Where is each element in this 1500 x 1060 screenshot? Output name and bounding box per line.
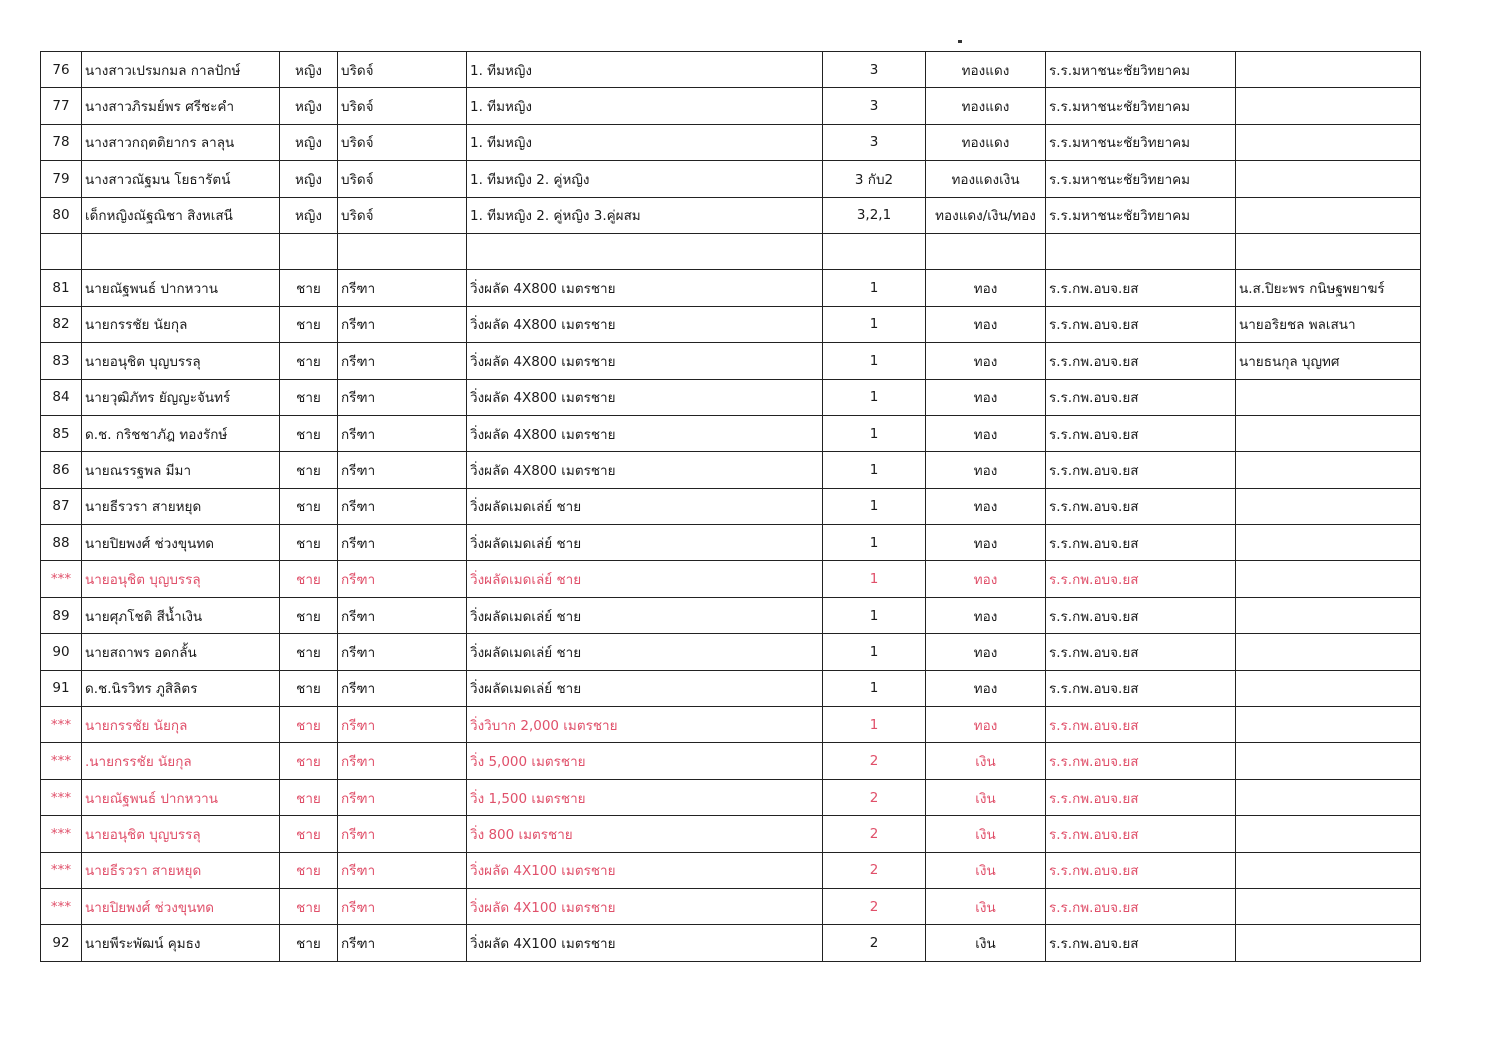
row-number: *** (41, 816, 82, 852)
school: ร.ร.กพ.อบจ.ยส (1046, 779, 1236, 815)
school: ร.ร.กพ.อบจ.ยส (1046, 925, 1236, 961)
student-name: นายณัฐพนธ์ ปากหวาน (82, 270, 280, 306)
rank: 2 (823, 852, 926, 888)
school: ร.ร.กพ.อบจ.ยส (1046, 452, 1236, 488)
school: ร.ร.มหาชนะชัยวิทยาคม (1046, 197, 1236, 233)
teammate (1236, 415, 1421, 451)
student-name: .นายกรรชัย นัยกุล (82, 743, 280, 779)
student-name: ด.ช.นิรวิทร ภูสิลิตร (82, 670, 280, 706)
row-number: 78 (41, 124, 82, 160)
teammate: นายธนกุล บุญทศ (1236, 343, 1421, 379)
row-number: 77 (41, 88, 82, 124)
event: วิ่งวิบาก 2,000 เมตรชาย (467, 707, 823, 743)
medal: ทองแดงเงิน (926, 161, 1046, 197)
event: วิ่งผลัดเมดเล่ย์ ชาย (467, 634, 823, 670)
teammate (1236, 888, 1421, 924)
row-number (41, 233, 82, 269)
teammate (1236, 925, 1421, 961)
teammate (1236, 379, 1421, 415)
sport: กรีฑา (338, 852, 467, 888)
medal: เงิน (926, 743, 1046, 779)
sport: กรีฑา (338, 634, 467, 670)
row-number: 92 (41, 925, 82, 961)
rank: 1 (823, 634, 926, 670)
medal: ทองแดง (926, 88, 1046, 124)
row-number: 90 (41, 634, 82, 670)
sport: กรีฑา (338, 743, 467, 779)
event: 1. ทีมหญิง (467, 124, 823, 160)
gender: ชาย (280, 415, 338, 451)
gender: ชาย (280, 561, 338, 597)
gender: ชาย (280, 852, 338, 888)
event: วิ่งผลัด 4X800 เมตรชาย (467, 270, 823, 306)
student-name: นายธีรวรา สายหยุด (82, 488, 280, 524)
student-name: นายณรรฐพล มีมา (82, 452, 280, 488)
teammate (1236, 161, 1421, 197)
teammate (1236, 452, 1421, 488)
blank-row (41, 233, 1421, 269)
teammate (1236, 124, 1421, 160)
school (1046, 233, 1236, 269)
sport: กรีฑา (338, 488, 467, 524)
sport: กรีฑา (338, 270, 467, 306)
gender: ชาย (280, 779, 338, 815)
table-row (41, 561, 1421, 597)
event: วิ่ง 5,000 เมตรชาย (467, 743, 823, 779)
school: ร.ร.กพ.อบจ.ยส (1046, 743, 1236, 779)
sport: บริดจ์ (338, 124, 467, 160)
gender: หญิง (280, 161, 338, 197)
table-row (41, 306, 1421, 342)
school: ร.ร.กพ.อบจ.ยส (1046, 488, 1236, 524)
event: วิ่ง 800 เมตรชาย (467, 816, 823, 852)
rank: 1 (823, 707, 926, 743)
event: 1. ทีมหญิง 2. คู่หญิง 3.คู่ผสม (467, 197, 823, 233)
rank: 1 (823, 270, 926, 306)
rank: 1 (823, 525, 926, 561)
teammate (1236, 743, 1421, 779)
gender: ชาย (280, 707, 338, 743)
teammate (1236, 816, 1421, 852)
table-row (41, 816, 1421, 852)
medal: ทอง (926, 343, 1046, 379)
teammate (1236, 707, 1421, 743)
sport: กรีฑา (338, 343, 467, 379)
medal: ทอง (926, 306, 1046, 342)
student-name: นายกรรชัย นัยกุล (82, 306, 280, 342)
results-sheet (40, 51, 1421, 962)
student-name: นายสถาพร อดกลั้น (82, 634, 280, 670)
teammate (1236, 88, 1421, 124)
table-row (41, 888, 1421, 924)
sport: กรีฑา (338, 670, 467, 706)
rank: 1 (823, 415, 926, 451)
medal (926, 233, 1046, 269)
gender: ชาย (280, 488, 338, 524)
medal: ทองแดง/เงิน/ทอง (926, 197, 1046, 233)
table-row (41, 634, 1421, 670)
gender: ชาย (280, 816, 338, 852)
rank: 1 (823, 343, 926, 379)
rank: 1 (823, 306, 926, 342)
row-number: 89 (41, 597, 82, 633)
rank: 3,2,1 (823, 197, 926, 233)
row-number: *** (41, 852, 82, 888)
table-row (41, 161, 1421, 197)
event: วิ่งผลัด 4X800 เมตรชาย (467, 379, 823, 415)
sport: กรีฑา (338, 379, 467, 415)
student-name: นางสาวภิรมย์พร ศรีชะคำ (82, 88, 280, 124)
school: ร.ร.กพ.อบจ.ยส (1046, 670, 1236, 706)
school: ร.ร.กพ.อบจ.ยส (1046, 379, 1236, 415)
sport: กรีฑา (338, 525, 467, 561)
student-name: นางสาวณัฐมน โยธารัตน์ (82, 161, 280, 197)
sport: กรีฑา (338, 816, 467, 852)
medal: เงิน (926, 888, 1046, 924)
table-row (41, 379, 1421, 415)
row-number: 88 (41, 525, 82, 561)
student-name (82, 233, 280, 269)
event: วิ่งผลัด 4X800 เมตรชาย (467, 415, 823, 451)
school: ร.ร.กพ.อบจ.ยส (1046, 270, 1236, 306)
teammate (1236, 779, 1421, 815)
medal: ทองแดง (926, 124, 1046, 160)
rank: 1 (823, 488, 926, 524)
row-number: *** (41, 779, 82, 815)
sport: กรีฑา (338, 597, 467, 633)
event: วิ่งผลัดเมดเล่ย์ ชาย (467, 670, 823, 706)
rank: 2 (823, 888, 926, 924)
gender (280, 233, 338, 269)
rank: 1 (823, 379, 926, 415)
school: ร.ร.กพ.อบจ.ยส (1046, 306, 1236, 342)
gender: ชาย (280, 670, 338, 706)
gender: ชาย (280, 743, 338, 779)
row-number: 87 (41, 488, 82, 524)
school: ร.ร.กพ.อบจ.ยส (1046, 816, 1236, 852)
medal: ทอง (926, 379, 1046, 415)
gender: ชาย (280, 379, 338, 415)
row-number: *** (41, 888, 82, 924)
sport: กรีฑา (338, 888, 467, 924)
table-row (41, 124, 1421, 160)
gender: ชาย (280, 634, 338, 670)
gender: ชาย (280, 925, 338, 961)
medal: เงิน (926, 816, 1046, 852)
table-row (41, 343, 1421, 379)
rank: 2 (823, 816, 926, 852)
medal: ทอง (926, 597, 1046, 633)
event: วิ่งผลัด 4X100 เมตรชาย (467, 888, 823, 924)
student-name: นายกรรชัย นัยกุล (82, 707, 280, 743)
table-row (41, 670, 1421, 706)
medal: ทอง (926, 634, 1046, 670)
gender: หญิง (280, 124, 338, 160)
table-row (41, 779, 1421, 815)
table-row (41, 852, 1421, 888)
results-table (40, 51, 1421, 962)
teammate: นายอริยชล พลเสนา (1236, 306, 1421, 342)
row-number: 76 (41, 52, 82, 88)
event: วิ่งผลัด 4X800 เมตรชาย (467, 306, 823, 342)
rank (823, 233, 926, 269)
event: 1. ทีมหญิง (467, 88, 823, 124)
student-name: นายอนุชิต บุญบรรลุ (82, 816, 280, 852)
row-number: 86 (41, 452, 82, 488)
teammate (1236, 525, 1421, 561)
teammate (1236, 634, 1421, 670)
teammate (1236, 852, 1421, 888)
student-name: นายธีรวรา สายหยุด (82, 852, 280, 888)
teammate (1236, 197, 1421, 233)
row-number: 83 (41, 343, 82, 379)
scan-mark (958, 40, 962, 43)
rank: 1 (823, 670, 926, 706)
school: ร.ร.กพ.อบจ.ยส (1046, 888, 1236, 924)
student-name: นายปิยพงศ์ ช่วงขุนทด (82, 888, 280, 924)
row-number: 85 (41, 415, 82, 451)
rank: 1 (823, 597, 926, 633)
rank: 1 (823, 561, 926, 597)
medal: ทอง (926, 561, 1046, 597)
student-name: นายอนุชิต บุญบรรลุ (82, 561, 280, 597)
teammate (1236, 597, 1421, 633)
medal: ทอง (926, 707, 1046, 743)
school: ร.ร.กพ.อบจ.ยส (1046, 525, 1236, 561)
gender: ชาย (280, 597, 338, 633)
gender: ชาย (280, 270, 338, 306)
sport: บริดจ์ (338, 161, 467, 197)
rank: 3 (823, 124, 926, 160)
medal: ทอง (926, 270, 1046, 306)
gender: หญิง (280, 52, 338, 88)
table-row (41, 270, 1421, 306)
medal: ทอง (926, 670, 1046, 706)
event: วิ่งผลัดเมดเล่ย์ ชาย (467, 488, 823, 524)
table-row (41, 415, 1421, 451)
medal: เงิน (926, 852, 1046, 888)
table-row (41, 925, 1421, 961)
event: วิ่งผลัดเมดเล่ย์ ชาย (467, 597, 823, 633)
rank: 2 (823, 743, 926, 779)
school: ร.ร.กพ.อบจ.ยส (1046, 415, 1236, 451)
teammate (1236, 670, 1421, 706)
gender: ชาย (280, 306, 338, 342)
school: ร.ร.กพ.อบจ.ยส (1046, 634, 1236, 670)
student-name: นายศุภโชติ สีน้ำเงิน (82, 597, 280, 633)
event: วิ่งผลัด 4X800 เมตรชาย (467, 452, 823, 488)
student-name: เด็กหญิงณัฐณิชา สิงหเสนี (82, 197, 280, 233)
row-number: 82 (41, 306, 82, 342)
medal: ทอง (926, 525, 1046, 561)
event: วิ่งผลัด 4X100 เมตรชาย (467, 852, 823, 888)
event: 1. ทีมหญิง (467, 52, 823, 88)
row-number: 81 (41, 270, 82, 306)
sport: กรีฑา (338, 925, 467, 961)
teammate (1236, 488, 1421, 524)
medal: ทอง (926, 452, 1046, 488)
student-name: ด.ช. กริชชาภัฎ ทองรักษ์ (82, 415, 280, 451)
school: ร.ร.กพ.อบจ.ยส (1046, 561, 1236, 597)
row-number: 80 (41, 197, 82, 233)
gender: หญิง (280, 197, 338, 233)
student-name: นายณัฐพนธ์ ปากหวาน (82, 779, 280, 815)
sport: กรีฑา (338, 306, 467, 342)
medal: ทอง (926, 488, 1046, 524)
school: ร.ร.กพ.อบจ.ยส (1046, 343, 1236, 379)
student-name: นางสาวเปรมกมล กาลปักษ์ (82, 52, 280, 88)
sport: บริดจ์ (338, 52, 467, 88)
rank: 2 (823, 925, 926, 961)
gender: ชาย (280, 452, 338, 488)
school: ร.ร.มหาชนะชัยวิทยาคม (1046, 161, 1236, 197)
sport: กรีฑา (338, 415, 467, 451)
gender: หญิง (280, 88, 338, 124)
event: วิ่งผลัด 4X100 เมตรชาย (467, 925, 823, 961)
medal: เงิน (926, 779, 1046, 815)
table-row (41, 197, 1421, 233)
sport: กรีฑา (338, 779, 467, 815)
row-number: 84 (41, 379, 82, 415)
rank: 3 กับ2 (823, 161, 926, 197)
sport: กรีฑา (338, 452, 467, 488)
table-row (41, 743, 1421, 779)
teammate (1236, 52, 1421, 88)
rank: 3 (823, 88, 926, 124)
event (467, 233, 823, 269)
sport: บริดจ์ (338, 88, 467, 124)
school: ร.ร.กพ.อบจ.ยส (1046, 707, 1236, 743)
sport: บริดจ์ (338, 197, 467, 233)
table-body (41, 52, 1421, 962)
table-row (41, 488, 1421, 524)
row-number: 79 (41, 161, 82, 197)
row-number: *** (41, 561, 82, 597)
event: วิ่ง 1,500 เมตรชาย (467, 779, 823, 815)
event: 1. ทีมหญิง 2. คู่หญิง (467, 161, 823, 197)
student-name: นายอนุชิต บุญบรรลุ (82, 343, 280, 379)
gender: ชาย (280, 888, 338, 924)
school: ร.ร.กพ.อบจ.ยส (1046, 852, 1236, 888)
sport (338, 233, 467, 269)
medal: เงิน (926, 925, 1046, 961)
event: วิ่งผลัดเมดเล่ย์ ชาย (467, 561, 823, 597)
sport: กรีฑา (338, 707, 467, 743)
table-row (41, 452, 1421, 488)
sport: กรีฑา (338, 561, 467, 597)
school: ร.ร.มหาชนะชัยวิทยาคม (1046, 124, 1236, 160)
table-row (41, 707, 1421, 743)
table-row (41, 88, 1421, 124)
rank: 1 (823, 452, 926, 488)
teammate: น.ส.ปิยะพร กนิษฐพยาฆร์ (1236, 270, 1421, 306)
row-number: 91 (41, 670, 82, 706)
student-name: นายวุฒิภัทร ยัญญะจันทร์ (82, 379, 280, 415)
table-row (41, 597, 1421, 633)
teammate (1236, 233, 1421, 269)
school: ร.ร.กพ.อบจ.ยส (1046, 597, 1236, 633)
student-name: นายปิยพงศ์ ช่วงขุนทด (82, 525, 280, 561)
school: ร.ร.มหาชนะชัยวิทยาคม (1046, 88, 1236, 124)
event: วิ่งผลัด 4X800 เมตรชาย (467, 343, 823, 379)
rank: 3 (823, 52, 926, 88)
teammate (1236, 561, 1421, 597)
rank: 2 (823, 779, 926, 815)
medal: ทองแดง (926, 52, 1046, 88)
table-row (41, 525, 1421, 561)
table-row (41, 52, 1421, 88)
medal: ทอง (926, 415, 1046, 451)
student-name: นางสาวกฤตติยากร ลาลุน (82, 124, 280, 160)
event: วิ่งผลัดเมดเล่ย์ ชาย (467, 525, 823, 561)
row-number: *** (41, 743, 82, 779)
school: ร.ร.มหาชนะชัยวิทยาคม (1046, 52, 1236, 88)
row-number: *** (41, 707, 82, 743)
student-name: นายพีระพัฒน์ คุมธง (82, 925, 280, 961)
gender: ชาย (280, 343, 338, 379)
gender: ชาย (280, 525, 338, 561)
